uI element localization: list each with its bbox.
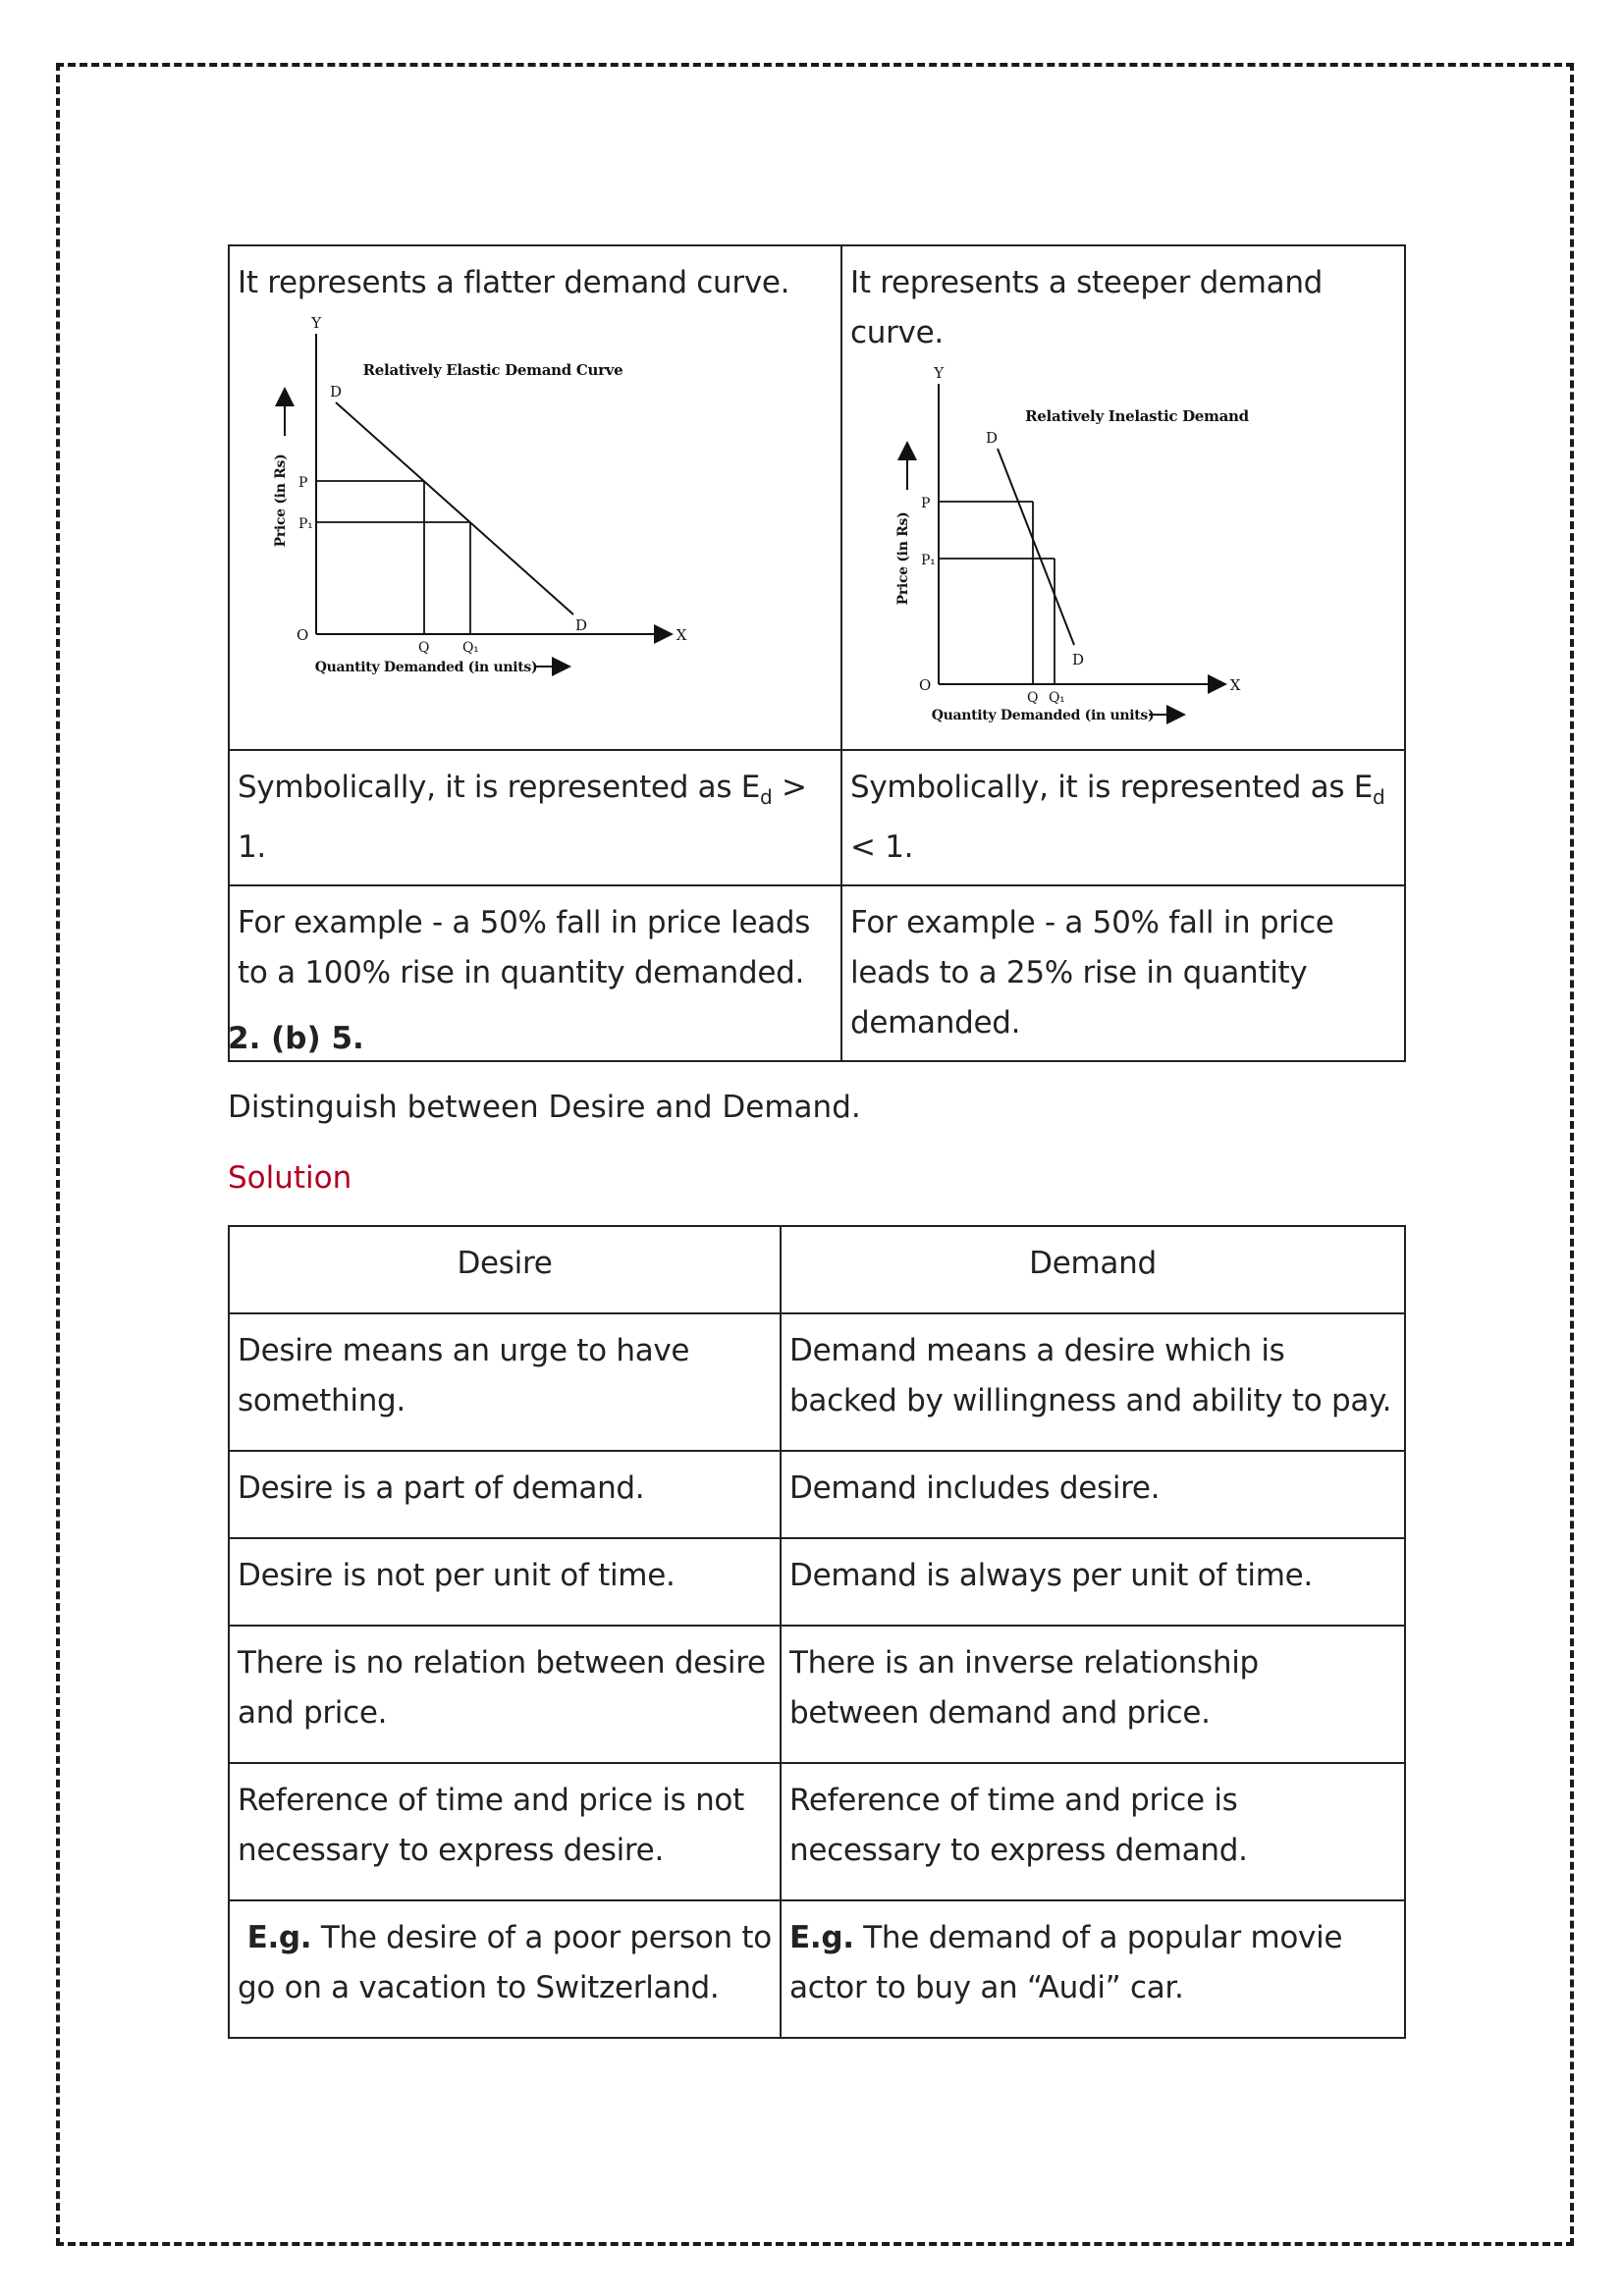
elasticity-comparison-table (228, 244, 1406, 1062)
eg-label: E.g. (789, 1920, 854, 1955)
symbol-prefix: Symbolically, it is represented as E (850, 770, 1374, 805)
symbol-subscript: d (760, 785, 773, 810)
demand-cell: Reference of time and price is necessary to express demand. (781, 1763, 1405, 1900)
y-axis-label: Y (311, 314, 321, 332)
desire-cell: There is no relation between desire and price. (229, 1626, 781, 1763)
table-row (229, 1900, 1405, 2038)
table-row (229, 1538, 1405, 1626)
elastic-example-cell: For example - a 50% fall in price leads to a 100% rise in quantity demanded. (229, 885, 841, 1061)
desire-cell: Reference of time and price is not necessary to express desire. (229, 1763, 781, 1900)
elastic-description: It represents a flatter demand curve. (238, 265, 790, 300)
header-demand: Demand (781, 1226, 1405, 1313)
table-row (229, 1626, 1405, 1763)
table-row (229, 750, 1405, 885)
demand-cell: Demand means a desire which is backed by willingness and ability to pay. (781, 1313, 1405, 1451)
desire-example-text: The desire of a poor person to go on a vacation to Switzerland. (238, 1920, 772, 2005)
demand-example-cell (781, 1900, 1405, 2038)
desire-cell: Desire means an urge to have something. (229, 1313, 781, 1451)
symbol-subscript: d (1373, 785, 1385, 810)
symbol-suffix: > 1. (238, 770, 807, 866)
quantity-axis-title: Quantity Demanded (in units) (314, 660, 538, 675)
demand-cell: Demand includes desire. (781, 1451, 1405, 1538)
inelastic-description: It represents a steeper demand curve. (850, 265, 1324, 350)
price-axis-title: Price (in Rs) (273, 454, 289, 548)
curve-end-label: D (575, 616, 587, 634)
elastic-symbol-cell (229, 750, 841, 885)
table-row (229, 885, 1405, 1061)
origin-label: O (919, 676, 931, 694)
inelastic-graph-cell (841, 245, 1405, 750)
demand-cell: Demand is always per unit of time. (781, 1538, 1405, 1626)
demand-cell: There is an inverse relationship between demand and price. (781, 1626, 1405, 1763)
price-label-p1: P₁ (921, 553, 936, 568)
price-label-p1: P₁ (298, 516, 313, 532)
inelastic-demand-graph (850, 364, 1302, 737)
question-text: Distinguish between Desire and Demand. (228, 1090, 861, 1125)
y-axis-label: Y (934, 364, 944, 382)
qty-label-q1: Q₁ (462, 640, 479, 656)
price-label-p: P (921, 496, 931, 511)
curve-end-label: D (1072, 651, 1084, 668)
quantity-axis-title: Quantity Demanded (in units) (931, 708, 1155, 723)
demand-curve (998, 449, 1074, 645)
graph-title: Relatively Inelastic Demand (1025, 407, 1249, 425)
qty-label-q: Q (1027, 690, 1039, 706)
curve-start-label: D (986, 429, 998, 447)
table-row (229, 1313, 1405, 1451)
origin-label: O (297, 626, 308, 644)
table-header-row (229, 1226, 1405, 1313)
question-number: 2. (b) 5. (228, 1021, 364, 1056)
price-label-p: P (298, 475, 308, 491)
eg-label: E.g. (246, 1920, 312, 1955)
table-row (229, 1451, 1405, 1538)
x-axis-label: X (676, 626, 687, 644)
elastic-graph-cell (229, 245, 841, 750)
header-desire: Desire (229, 1226, 781, 1313)
table-row (229, 245, 1405, 750)
symbol-suffix: < 1. (850, 829, 914, 866)
solution-label: Solution (228, 1160, 352, 1196)
desire-cell: Desire is not per unit of time. (229, 1538, 781, 1626)
desire-demand-table (228, 1225, 1406, 2039)
table-row (229, 1763, 1405, 1900)
desire-example-cell (229, 1900, 781, 2038)
inelastic-example-cell: For example - a 50% fall in price leads to a 25% rise in quantity demanded. (841, 885, 1405, 1061)
qty-label-q1: Q₁ (1049, 690, 1065, 706)
price-axis-title: Price (in Rs) (895, 511, 911, 606)
qty-label-q: Q (418, 640, 430, 656)
symbol-prefix: Symbolically, it is represented as E (238, 770, 761, 805)
demand-curve (336, 402, 573, 614)
curve-start-label: D (330, 383, 342, 400)
demand-example-text: The demand of a popular movie actor to buy an “Audi” car. (789, 1920, 1343, 2005)
elastic-demand-graph (238, 314, 689, 687)
inelastic-symbol-cell (841, 750, 1405, 885)
x-axis-label: X (1229, 676, 1241, 694)
graph-title: Relatively Elastic Demand Curve (362, 361, 623, 379)
desire-cell: Desire is a part of demand. (229, 1451, 781, 1538)
